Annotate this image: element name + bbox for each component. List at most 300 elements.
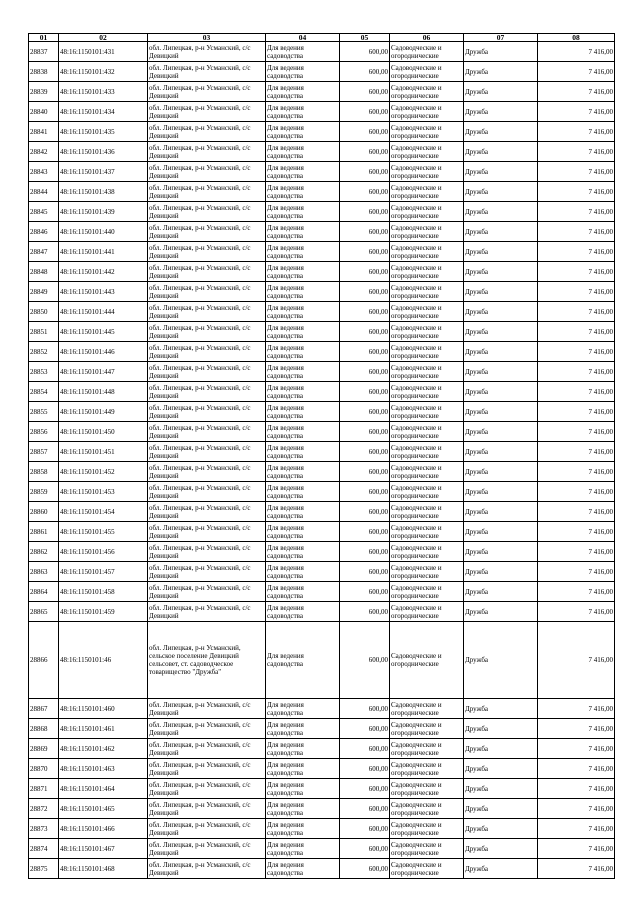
cell-category: Садоводческие и огороднические: [390, 719, 464, 739]
cell-cadastral-number: 48:16:1150101:445: [59, 322, 148, 342]
cell-category: Садоводческие и огороднические: [390, 242, 464, 262]
table-row: [29, 482, 615, 502]
table-row: [29, 422, 615, 442]
table-row: [29, 602, 615, 622]
cell-area: 600,00: [340, 202, 390, 222]
cell-area: 600,00: [340, 262, 390, 282]
cell-row-number: 28870: [29, 759, 59, 779]
cell-category: Садоводческие и огороднические: [390, 142, 464, 162]
cell-cadastral-number: 48:16:1150101:462: [59, 739, 148, 759]
cell-area: 600,00: [340, 182, 390, 202]
table-header-row: [29, 34, 615, 42]
cell-area: 600,00: [340, 82, 390, 102]
cell-area: 600,00: [340, 142, 390, 162]
cell-cadastral-number: 48:16:1150101:464: [59, 779, 148, 799]
cell-land-use: Для ведения садоводства: [266, 542, 340, 562]
cell-cadastral-number: 48:16:1150101:446: [59, 342, 148, 362]
cell-settlement: Дружба: [464, 799, 538, 819]
cell-address: обл. Липецкая, р-н Усманский, с/с Девицкий: [148, 759, 266, 779]
cell-settlement: Дружба: [464, 482, 538, 502]
cell-land-use: Для ведения садоводства: [266, 242, 340, 262]
table-row: [29, 162, 615, 182]
cell-cadastral-number: 48:16:1150101:463: [59, 759, 148, 779]
table-row: [29, 759, 615, 779]
cell-cadastral-value: 7 416,00: [538, 482, 615, 502]
column-header-07: 07: [464, 34, 538, 42]
cell-category: Садоводческие и огороднические: [390, 699, 464, 719]
cell-address: обл. Липецкая, р-н Усманский, с/с Девицкий: [148, 362, 266, 382]
cell-cadastral-value: 7 416,00: [538, 739, 615, 759]
column-header-03: 03: [148, 34, 266, 42]
cell-settlement: Дружба: [464, 202, 538, 222]
cell-cadastral-number: 48:16:1150101:435: [59, 122, 148, 142]
cell-row-number: 28844: [29, 182, 59, 202]
cell-cadastral-value: 7 416,00: [538, 502, 615, 522]
cell-cadastral-number: 48:16:1150101:459: [59, 602, 148, 622]
cell-category: Садоводческие и огороднические: [390, 402, 464, 422]
cell-area: 600,00: [340, 719, 390, 739]
cell-row-number: 28871: [29, 779, 59, 799]
cell-cadastral-value: 7 416,00: [538, 142, 615, 162]
cell-cadastral-value: 7 416,00: [538, 82, 615, 102]
cell-land-use: Для ведения садоводства: [266, 142, 340, 162]
cell-cadastral-value: 7 416,00: [538, 699, 615, 719]
cell-settlement: Дружба: [464, 582, 538, 602]
table-row: [29, 442, 615, 462]
cell-land-use: Для ведения садоводства: [266, 462, 340, 482]
cell-area: 600,00: [340, 542, 390, 562]
cell-row-number: 28839: [29, 82, 59, 102]
cell-category: Садоводческие и огороднические: [390, 759, 464, 779]
cell-land-use: Для ведения садоводства: [266, 602, 340, 622]
cell-cadastral-value: 7 416,00: [538, 262, 615, 282]
table-row: [29, 82, 615, 102]
column-header-05: 05: [340, 34, 390, 42]
cell-cadastral-value: 7 416,00: [538, 42, 615, 62]
cell-address: обл. Липецкая, р-н Усманский, с/с Девицкий: [148, 839, 266, 859]
cell-cadastral-value: 7 416,00: [538, 242, 615, 262]
cell-cadastral-value: 7 416,00: [538, 362, 615, 382]
cell-settlement: Дружба: [464, 759, 538, 779]
cell-row-number: 28848: [29, 262, 59, 282]
cell-address: обл. Липецкая, р-н Усманский, с/с Девицкий: [148, 342, 266, 362]
table-row: [29, 362, 615, 382]
cell-land-use: Для ведения садоводства: [266, 262, 340, 282]
cell-settlement: Дружба: [464, 442, 538, 462]
cell-address: обл. Липецкая, р-н Усманский, с/с Девицкий: [148, 142, 266, 162]
cell-settlement: Дружба: [464, 502, 538, 522]
cell-cadastral-number: 48:16:1150101:434: [59, 102, 148, 122]
cell-category: Садоводческие и огороднические: [390, 282, 464, 302]
cell-settlement: Дружба: [464, 402, 538, 422]
cell-address: обл. Липецкая, р-н Усманский, с/с Девицкий: [148, 819, 266, 839]
table-row: [29, 202, 615, 222]
cell-category: Садоводческие и огороднические: [390, 262, 464, 282]
cell-area: 600,00: [340, 242, 390, 262]
cell-settlement: Дружба: [464, 422, 538, 442]
cell-cadastral-number: 48:16:1150101:438: [59, 182, 148, 202]
cell-settlement: Дружба: [464, 719, 538, 739]
cell-land-use: Для ведения садоводства: [266, 362, 340, 382]
cell-cadastral-number: 48:16:1150101:467: [59, 839, 148, 859]
cell-row-number: 28872: [29, 799, 59, 819]
cell-row-number: 28858: [29, 462, 59, 482]
cell-row-number: 28860: [29, 502, 59, 522]
cell-settlement: Дружба: [464, 62, 538, 82]
column-header-02: 02: [59, 34, 148, 42]
table-row: [29, 719, 615, 739]
cell-row-number: 28841: [29, 122, 59, 142]
cell-row-number: 28845: [29, 202, 59, 222]
cell-address: обл. Липецкая, р-н Усманский, с/с Девицкий: [148, 262, 266, 282]
cell-category: Садоводческие и огороднические: [390, 222, 464, 242]
cell-address: обл. Липецкая, р-н Усманский, с/с Девицкий: [148, 779, 266, 799]
cell-address: обл. Липецкая, р-н Усманский, с/с Девицкий: [148, 562, 266, 582]
cell-row-number: 28842: [29, 142, 59, 162]
cell-cadastral-number: 48:16:1150101:456: [59, 542, 148, 562]
cell-cadastral-value: 7 416,00: [538, 859, 615, 879]
cell-cadastral-value: 7 416,00: [538, 799, 615, 819]
cell-area: 600,00: [340, 582, 390, 602]
cell-category: Садоводческие и огороднические: [390, 739, 464, 759]
cell-address: обл. Липецкая, р-н Усманский, с/с Девицкий: [148, 322, 266, 342]
cell-address: обл. Липецкая, р-н Усманский, с/с Девицкий: [148, 202, 266, 222]
cell-address: обл. Липецкая, р-н Усманский, с/с Девицкий: [148, 582, 266, 602]
cell-land-use: Для ведения садоводства: [266, 799, 340, 819]
cell-category: Садоводческие и огороднические: [390, 122, 464, 142]
cell-row-number: 28837: [29, 42, 59, 62]
cell-land-use: Для ведения садоводства: [266, 322, 340, 342]
column-header-08: 08: [538, 34, 615, 42]
cell-settlement: Дружба: [464, 839, 538, 859]
cell-settlement: Дружба: [464, 242, 538, 262]
cell-cadastral-number: 48:16:1150101:457: [59, 562, 148, 582]
cell-cadastral-number: 48:16:1150101:468: [59, 859, 148, 879]
cell-area: 600,00: [340, 362, 390, 382]
cell-settlement: Дружба: [464, 462, 538, 482]
cell-land-use: Для ведения садоводства: [266, 839, 340, 859]
cell-row-number: 28843: [29, 162, 59, 182]
cell-cadastral-number: 48:16:1150101:458: [59, 582, 148, 602]
cell-category: Садоводческие и огороднические: [390, 622, 464, 699]
cell-address: обл. Липецкая, р-н Усманский, с/с Девицкий: [148, 302, 266, 322]
cell-row-number: 28855: [29, 402, 59, 422]
cell-category: Садоводческие и огороднические: [390, 82, 464, 102]
cell-settlement: Дружба: [464, 262, 538, 282]
table-row: [29, 542, 615, 562]
cell-land-use: Для ведения садоводства: [266, 759, 340, 779]
cell-row-number: 28859: [29, 482, 59, 502]
cell-row-number: 28864: [29, 582, 59, 602]
cell-cadastral-value: 7 416,00: [538, 759, 615, 779]
cell-address: обл. Липецкая, р-н Усманский, с/с Девицкий: [148, 799, 266, 819]
cell-area: 600,00: [340, 402, 390, 422]
cell-settlement: Дружба: [464, 122, 538, 142]
cell-settlement: Дружба: [464, 382, 538, 402]
cell-area: 600,00: [340, 819, 390, 839]
cell-cadastral-value: 7 416,00: [538, 162, 615, 182]
cell-row-number: 28857: [29, 442, 59, 462]
cell-settlement: Дружба: [464, 182, 538, 202]
cell-row-number: 28856: [29, 422, 59, 442]
cell-area: 600,00: [340, 342, 390, 362]
cell-address: обл. Липецкая, р-н Усманский, с/с Девицкий: [148, 282, 266, 302]
cell-row-number: 28861: [29, 522, 59, 542]
cell-settlement: Дружба: [464, 302, 538, 322]
cell-settlement: Дружба: [464, 562, 538, 582]
cell-cadastral-value: 7 416,00: [538, 779, 615, 799]
cell-area: 600,00: [340, 102, 390, 122]
cell-category: Садоводческие и огороднические: [390, 482, 464, 502]
cell-area: 600,00: [340, 442, 390, 462]
cell-land-use: Для ведения садоводства: [266, 562, 340, 582]
cell-settlement: Дружба: [464, 779, 538, 799]
cell-land-use: Для ведения садоводства: [266, 122, 340, 142]
table-row: [29, 739, 615, 759]
cell-category: Садоводческие и огороднические: [390, 562, 464, 582]
table-row: [29, 522, 615, 542]
cell-row-number: 28854: [29, 382, 59, 402]
cell-cadastral-value: 7 416,00: [538, 442, 615, 462]
table-row: [29, 242, 615, 262]
cell-settlement: Дружба: [464, 322, 538, 342]
table-row: [29, 819, 615, 839]
cell-row-number: 28875: [29, 859, 59, 879]
cell-category: Садоводческие и огороднические: [390, 182, 464, 202]
cell-settlement: Дружба: [464, 162, 538, 182]
table-row: [29, 799, 615, 819]
column-header-06: 06: [390, 34, 464, 42]
cell-category: Садоводческие и огороднические: [390, 382, 464, 402]
cell-settlement: Дружба: [464, 739, 538, 759]
cell-address: обл. Липецкая, р-н Усманский, с/с Девицкий: [148, 422, 266, 442]
cell-area: 600,00: [340, 779, 390, 799]
cell-address: обл. Липецкая, р-н Усманский, с/с Девицкий: [148, 502, 266, 522]
cell-category: Садоводческие и огороднические: [390, 582, 464, 602]
cell-category: Садоводческие и огороднические: [390, 819, 464, 839]
cell-cadastral-value: 7 416,00: [538, 602, 615, 622]
cell-cadastral-number: 48:16:1150101:46: [59, 622, 148, 699]
cell-land-use: Для ведения садоводства: [266, 502, 340, 522]
cell-cadastral-value: 7 416,00: [538, 302, 615, 322]
cell-category: Садоводческие и огороднические: [390, 422, 464, 442]
cell-settlement: Дружба: [464, 102, 538, 122]
table-row: [29, 102, 615, 122]
cell-category: Садоводческие и огороднические: [390, 62, 464, 82]
cell-address: обл. Липецкая, р-н Усманский, с/с Девицкий: [148, 162, 266, 182]
cell-area: 600,00: [340, 739, 390, 759]
cell-cadastral-number: 48:16:1150101:431: [59, 42, 148, 62]
cell-area: 600,00: [340, 42, 390, 62]
cell-land-use: Для ведения садоводства: [266, 162, 340, 182]
table-row: [29, 182, 615, 202]
cell-category: Садоводческие и огороднические: [390, 442, 464, 462]
cell-settlement: Дружба: [464, 282, 538, 302]
cell-land-use: Для ведения садоводства: [266, 62, 340, 82]
cell-category: Садоводческие и огороднические: [390, 859, 464, 879]
cell-area: 600,00: [340, 302, 390, 322]
table-row: [29, 122, 615, 142]
cell-cadastral-number: 48:16:1150101:465: [59, 799, 148, 819]
cell-land-use: Для ведения садоводства: [266, 102, 340, 122]
cell-land-use: Для ведения садоводства: [266, 622, 340, 699]
cell-cadastral-value: 7 416,00: [538, 282, 615, 302]
cell-cadastral-value: 7 416,00: [538, 402, 615, 422]
cell-settlement: Дружба: [464, 859, 538, 879]
cell-row-number: 28840: [29, 102, 59, 122]
cell-cadastral-number: 48:16:1150101:433: [59, 82, 148, 102]
table-row: [29, 839, 615, 859]
cell-land-use: Для ведения садоводства: [266, 819, 340, 839]
cell-settlement: Дружба: [464, 819, 538, 839]
cell-row-number: 28862: [29, 542, 59, 562]
cell-address: обл. Липецкая, р-н Усманский, с/с Девицкий: [148, 382, 266, 402]
cell-cadastral-value: 7 416,00: [538, 522, 615, 542]
table-row: [29, 582, 615, 602]
table-row: [29, 622, 615, 699]
cell-cadastral-number: 48:16:1150101:449: [59, 402, 148, 422]
column-header-04: 04: [266, 34, 340, 42]
cell-address: обл. Липецкая, р-н Усманский, с/с Девицкий: [148, 182, 266, 202]
cell-land-use: Для ведения садоводства: [266, 302, 340, 322]
cell-area: 600,00: [340, 562, 390, 582]
cell-land-use: Для ведения садоводства: [266, 442, 340, 462]
cell-address: обл. Липецкая, р-н Усманский, с/с Девицкий: [148, 42, 266, 62]
cell-address: обл. Липецкая, р-н Усманский, с/с Девицкий: [148, 602, 266, 622]
cell-cadastral-number: 48:16:1150101:450: [59, 422, 148, 442]
cell-cadastral-value: 7 416,00: [538, 322, 615, 342]
cell-address: обл. Липецкая, р-н Усманский, с/с Девицкий: [148, 402, 266, 422]
cell-cadastral-number: 48:16:1150101:443: [59, 282, 148, 302]
cell-category: Садоводческие и огороднические: [390, 342, 464, 362]
cell-row-number: 28866: [29, 622, 59, 699]
cell-area: 600,00: [340, 699, 390, 719]
cell-row-number: 28851: [29, 322, 59, 342]
cell-land-use: Для ведения садоводства: [266, 342, 340, 362]
cell-address: обл. Липецкая, р-н Усманский, с/с Девицкий: [148, 462, 266, 482]
cell-area: 600,00: [340, 122, 390, 142]
cell-cadastral-number: 48:16:1150101:454: [59, 502, 148, 522]
cell-land-use: Для ведения садоводства: [266, 182, 340, 202]
cell-area: 600,00: [340, 422, 390, 442]
cell-cadastral-number: 48:16:1150101:455: [59, 522, 148, 542]
cell-address: обл. Липецкая, р-н Усманский, с/с Девицкий: [148, 82, 266, 102]
cell-category: Садоводческие и огороднические: [390, 362, 464, 382]
table-row: [29, 62, 615, 82]
cell-row-number: 28846: [29, 222, 59, 242]
cell-land-use: Для ведения садоводства: [266, 82, 340, 102]
cell-address: обл. Липецкая, р-н Усманский, с/с Девицкий: [148, 522, 266, 542]
cell-address: обл. Липецкая, р-н Усманский, с/с Девицкий: [148, 739, 266, 759]
cell-area: 600,00: [340, 482, 390, 502]
cell-category: Садоводческие и огороднические: [390, 202, 464, 222]
cell-area: 600,00: [340, 162, 390, 182]
cell-cadastral-number: 48:16:1150101:436: [59, 142, 148, 162]
table-row: [29, 859, 615, 879]
table-row: [29, 699, 615, 719]
cell-area: 600,00: [340, 759, 390, 779]
cell-settlement: Дружба: [464, 82, 538, 102]
cell-land-use: Для ведения садоводства: [266, 42, 340, 62]
cell-row-number: 28873: [29, 819, 59, 839]
table-row: [29, 262, 615, 282]
cell-row-number: 28853: [29, 362, 59, 382]
cell-cadastral-value: 7 416,00: [538, 222, 615, 242]
cell-settlement: Дружба: [464, 522, 538, 542]
cell-address: обл. Липецкая, р-н Усманский, с/с Девицкий: [148, 242, 266, 262]
cell-row-number: 28863: [29, 562, 59, 582]
cell-cadastral-value: 7 416,00: [538, 342, 615, 362]
cell-cadastral-value: 7 416,00: [538, 719, 615, 739]
cell-area: 600,00: [340, 602, 390, 622]
cell-category: Садоводческие и огороднические: [390, 302, 464, 322]
cell-land-use: Для ведения садоводства: [266, 719, 340, 739]
cell-row-number: 28865: [29, 602, 59, 622]
column-header-01: 01: [29, 34, 59, 42]
cell-category: Садоводческие и огороднические: [390, 42, 464, 62]
cell-row-number: 28874: [29, 839, 59, 859]
cell-cadastral-number: 48:16:1150101:447: [59, 362, 148, 382]
table-row: [29, 282, 615, 302]
cell-category: Садоводческие и огороднические: [390, 779, 464, 799]
cell-category: Садоводческие и огороднические: [390, 322, 464, 342]
cell-cadastral-value: 7 416,00: [538, 422, 615, 442]
cell-cadastral-number: 48:16:1150101:437: [59, 162, 148, 182]
cell-row-number: 28847: [29, 242, 59, 262]
cell-land-use: Для ведения садоводства: [266, 859, 340, 879]
cell-land-use: Для ведения садоводства: [266, 739, 340, 759]
cell-area: 600,00: [340, 282, 390, 302]
cell-cadastral-value: 7 416,00: [538, 382, 615, 402]
cell-cadastral-value: 7 416,00: [538, 462, 615, 482]
cell-row-number: 28867: [29, 699, 59, 719]
cell-area: 600,00: [340, 622, 390, 699]
table-row: [29, 382, 615, 402]
cell-row-number: 28852: [29, 342, 59, 362]
cell-land-use: Для ведения садоводства: [266, 222, 340, 242]
cell-land-use: Для ведения садоводства: [266, 482, 340, 502]
cell-area: 600,00: [340, 62, 390, 82]
cell-cadastral-value: 7 416,00: [538, 182, 615, 202]
cell-land-use: Для ведения садоводства: [266, 402, 340, 422]
table-row: [29, 42, 615, 62]
cell-row-number: 28838: [29, 62, 59, 82]
cell-category: Садоводческие и огороднические: [390, 162, 464, 182]
cell-category: Садоводческие и огороднические: [390, 522, 464, 542]
cell-address: обл. Липецкая, р-н Усманский, с/с Девицкий: [148, 542, 266, 562]
cell-land-use: Для ведения садоводства: [266, 779, 340, 799]
cell-cadastral-number: 48:16:1150101:451: [59, 442, 148, 462]
land-plots-table: [28, 33, 615, 879]
cell-cadastral-number: 48:16:1150101:460: [59, 699, 148, 719]
cell-cadastral-number: 48:16:1150101:432: [59, 62, 148, 82]
table-row: [29, 502, 615, 522]
cell-settlement: Дружба: [464, 699, 538, 719]
cell-category: Садоводческие и огороднические: [390, 102, 464, 122]
cell-land-use: Для ведения садоводства: [266, 202, 340, 222]
cell-land-use: Для ведения садоводства: [266, 582, 340, 602]
cell-cadastral-number: 48:16:1150101:440: [59, 222, 148, 242]
cell-cadastral-number: 48:16:1150101:466: [59, 819, 148, 839]
cell-cadastral-number: 48:16:1150101:441: [59, 242, 148, 262]
cell-cadastral-value: 7 416,00: [538, 622, 615, 699]
cell-address: обл. Липецкая, р-н Усманский, сельское поселение Девицкий сельсовет, ст. садоводческое товарищество "Дружба": [148, 622, 266, 699]
table-body: [29, 42, 615, 879]
cell-land-use: Для ведения садоводства: [266, 422, 340, 442]
table-row: [29, 342, 615, 362]
cell-address: обл. Липецкая, р-н Усманский, с/с Девицкий: [148, 699, 266, 719]
cell-area: 600,00: [340, 222, 390, 242]
